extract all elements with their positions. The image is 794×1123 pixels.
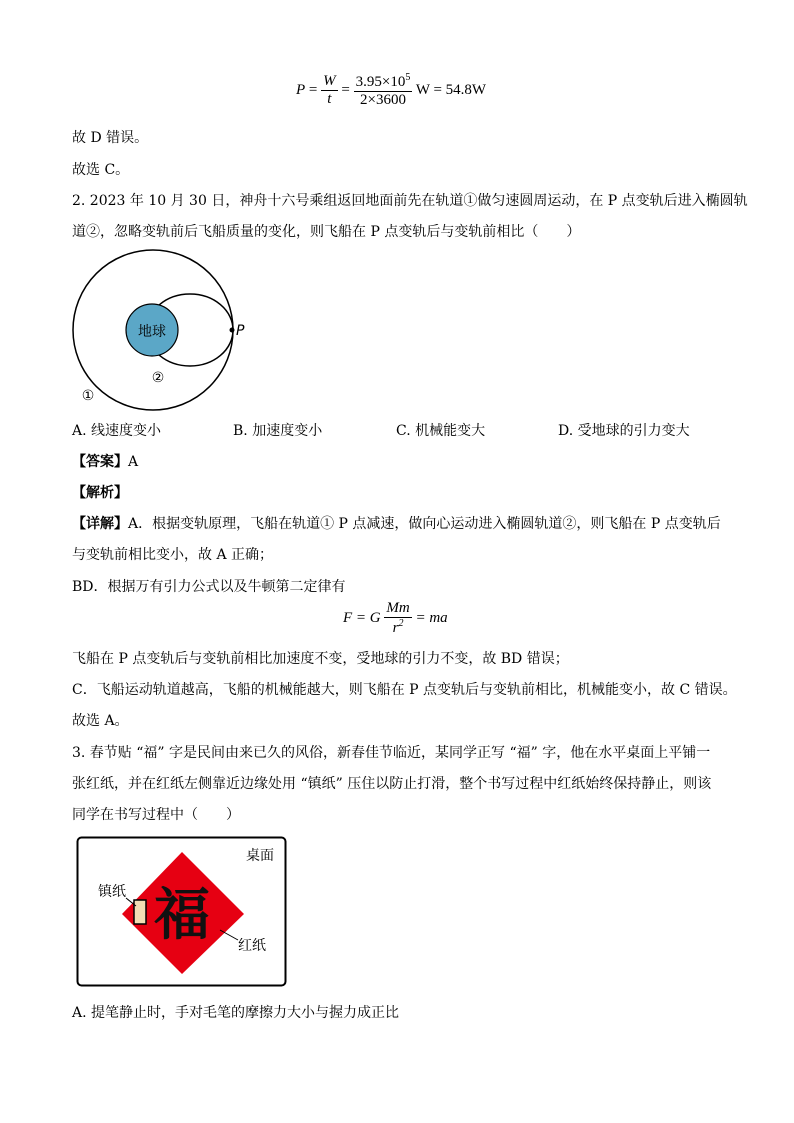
analysis-label: 【解析】 [72,485,128,501]
c-line: C．飞船运动轨道越高，飞船的机械能越大，则飞船在 P 点变轨后与变轨前相比，机械能变小，故 C 错误。 [72,682,737,698]
red-paper-diagram [76,836,288,988]
detail-label: 【详解】 [72,516,128,532]
orbit-diagram [66,246,266,416]
paper-weight [134,900,146,924]
detail-line1: 【详解】A．根据变轨原理，飞船在轨道① P 点减速，做向心运动进入椭圆轨道②，则飞船在 P 点变轨后 [72,516,721,532]
fraction-w-over-t: $\frac{W}{t}$ [323,73,336,107]
fraction-energy-over-time: $\frac{3.95\times 10^5}{2\times 3600}$ [355,72,411,108]
power-equation: P = $\frac{W}{t}$ = $\frac{3.95\times 10^5}{2\times 3600}$ W = 54.8W [296,72,487,108]
orbit-1-label: ① [81,388,95,404]
weight-label: 镇纸 [98,884,126,900]
orbit-2-label: ② [151,370,165,386]
q2-option-a[interactable]: A. 线速度变小 [72,423,162,439]
q2-option-d[interactable]: D. 受地球的引力变大 [558,423,690,439]
q2-stem-line2: 道②，忽略变轨前后飞船质量的变化，则飞船在 P 点变轨后与变轨前相比（ ） [72,224,581,240]
point-p-dot [230,328,235,333]
paper-label: 红纸 [238,938,266,954]
fraction-mm-over-r2: $\frac{Mm}{r^2}$ [386,600,410,636]
answer-line [72,452,138,472]
q2-option-c[interactable]: C. 机械能变大 [396,423,486,439]
gravity-equation: F = G $\frac{Mm}{r^2}$ = ma [343,600,448,636]
answer-label: 【答案】 [72,454,128,470]
bd-line: BD．根据万有引力公式以及牛顿第二定律有 [72,579,346,595]
q3-option-a[interactable]: A. 提笔静止时，手对毛笔的摩擦力大小与握力成正比 [72,1005,400,1021]
answer-value: A [128,454,139,470]
q3-stem-line2: 张红纸，并在红纸左侧靠近边缘处用 “镇纸” 压住以防止打滑，整个书写过程中红纸始终保持静止，则该 [72,776,712,792]
q2-option-b[interactable]: B. 加速度变小 [233,423,323,439]
q3-stem-line3: 同学在书写过程中（ ） [72,807,240,823]
choose-c-line: 故选 C。 [72,162,130,178]
d-wrong-line: 故 D 错误。 [72,130,149,146]
point-p-label: P [236,323,245,339]
q3-stem-line1: 3. 春节贴 “福” 字是民间由来已久的风俗，新春佳节临近，某同学正写 “福” 字，他在水平桌面上平铺一 [72,745,711,761]
choose-a-line: 故选 A。 [72,713,129,729]
fu-character: 福 [154,883,210,948]
q2-stem-line1: 2. 2023 年 10 月 30 日，神舟十六号乘组返回地面前先在轨道①做匀速圆周运动，在 P 点变轨后进入椭圆轨 [72,193,748,209]
earth-label: 地球 [138,324,166,340]
detail-line2: 与变轨前相比变小，故 A 正确； [72,547,274,563]
desk-label: 桌面 [246,848,274,864]
bd-result-line: 飞船在 P 点变轨后与变轨前相比加速度不变，受地球的引力不变，故 BD 错误； [72,651,569,667]
